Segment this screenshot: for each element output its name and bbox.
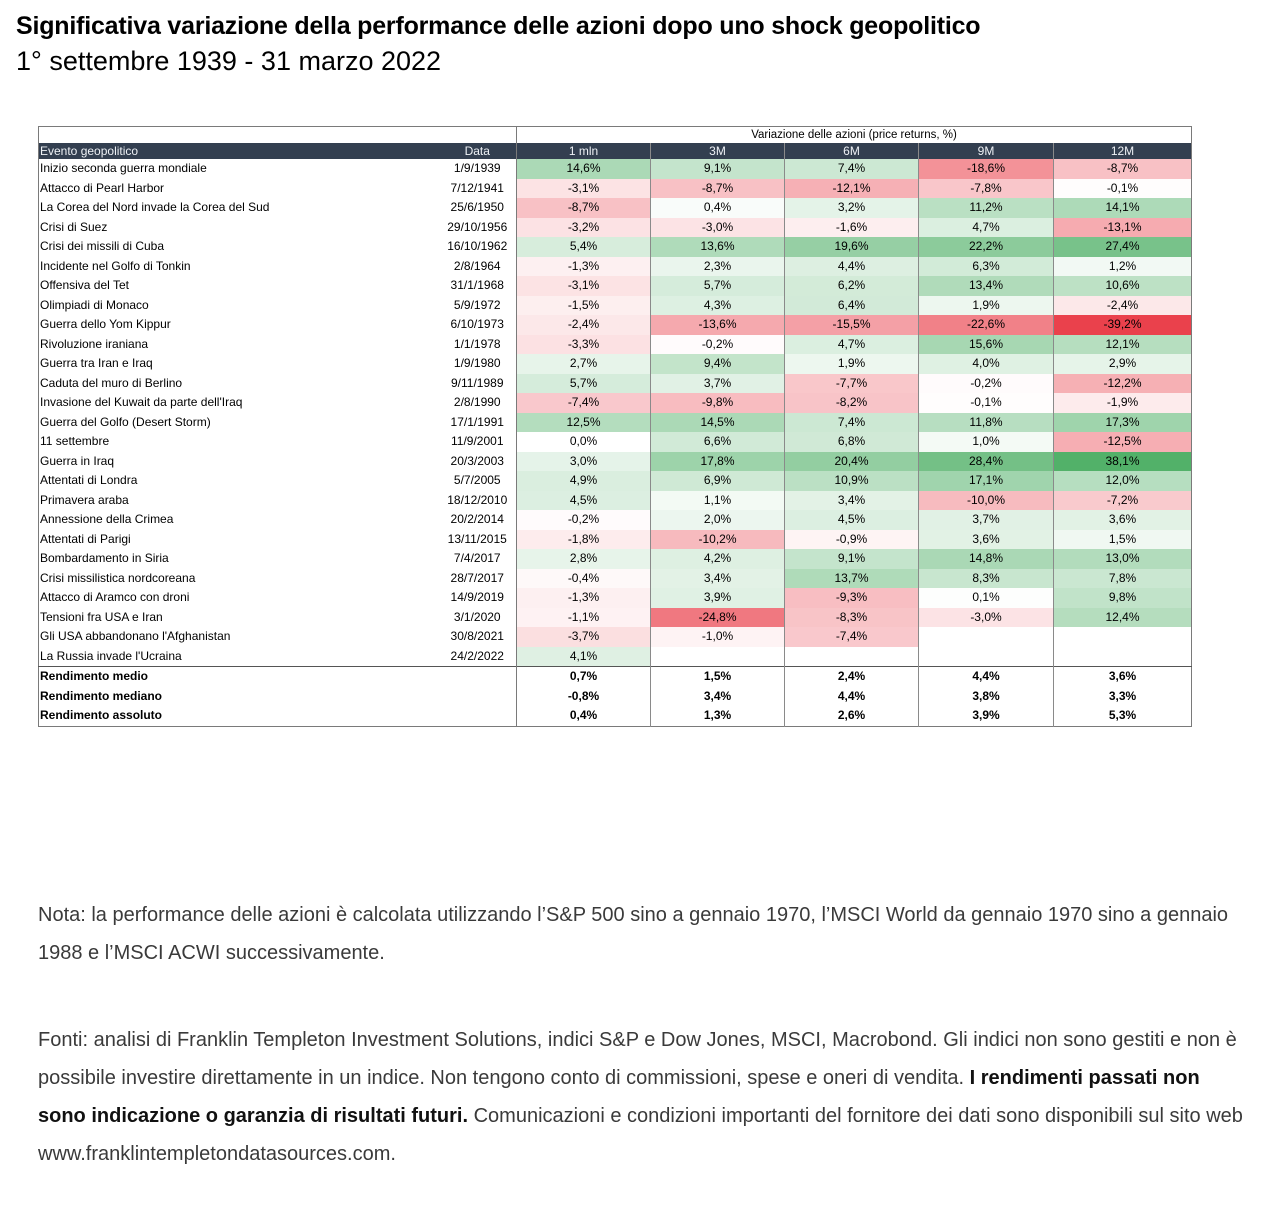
summary-cell: 1,5%	[651, 667, 785, 687]
return-cell: -0,1%	[919, 393, 1054, 413]
event-name: Attacco di Pearl Harbor	[40, 180, 165, 195]
event-name: Primavera araba	[40, 492, 129, 507]
sources-disclaimer: I rendimenti passati non sono indicazione o garanzia di risultati futuri.	[38, 1067, 1200, 1127]
return-cell: -1,9%	[1054, 393, 1192, 413]
return-cell: 22,2%	[919, 237, 1054, 257]
return-cell: 2,8%	[517, 549, 651, 569]
return-cell: -12,5%	[1054, 432, 1192, 452]
return-cell: -1,1%	[517, 608, 651, 628]
return-cell: 4,7%	[785, 335, 919, 355]
column-header: Data	[417, 143, 517, 159]
return-cell: 4,5%	[517, 491, 651, 511]
return-cell: -1,3%	[517, 257, 651, 277]
return-cell: 6,2%	[785, 276, 919, 296]
return-cell: 17,1%	[919, 471, 1054, 491]
table-row	[39, 491, 1192, 511]
return-cell: -13,1%	[1054, 218, 1192, 238]
return-cell: 4,1%	[517, 647, 651, 667]
return-cell: 3,6%	[919, 530, 1054, 550]
return-cell: -3,0%	[919, 608, 1054, 628]
return-cell: 1,9%	[785, 354, 919, 374]
column-header: 6M	[785, 143, 919, 159]
return-cell: 17,8%	[651, 452, 785, 472]
return-cell: 4,9%	[517, 471, 651, 491]
return-cell: 2,9%	[1054, 354, 1192, 374]
return-cell: -3,7%	[517, 627, 651, 647]
return-cell	[785, 647, 919, 667]
summary-cell: 1,3%	[651, 706, 785, 726]
return-cell: -8,3%	[785, 608, 919, 628]
event-name: Olimpiadi di Monaco	[40, 297, 149, 312]
event-date: 7/12/1941	[450, 180, 504, 195]
summary-empty	[417, 706, 517, 726]
sources-text-main: Fonti: analisi di Franklin Templeton Investment Solutions, indici S&P e Dow Jones, MSCI, Macrobond. Gli indici non sono gestiti e non è possibile investire direttamente in un indice. Non tengono conto di commissioni, spese e oneri di vendita.	[38, 1029, 1237, 1089]
return-cell: -3,3%	[517, 335, 651, 355]
note-text: Nota: la performance delle azioni è calcolata utilizzando l’S&P 500 sino a gennaio 1970, l’MSCI World da gennaio 1970 sino a gennaio 1988 e l’MSCI ACWI successivamente.	[38, 904, 1229, 964]
return-cell	[1054, 627, 1192, 647]
return-cell: 6,6%	[651, 432, 785, 452]
return-cell: 3,7%	[651, 374, 785, 394]
sources-text	[38, 1021, 1248, 1173]
return-cell: -8,7%	[651, 179, 785, 199]
return-cell: 3,4%	[785, 491, 919, 511]
event-name: Inizio seconda guerra mondiale	[40, 161, 207, 175]
return-cell: -13,6%	[651, 315, 785, 335]
summary-cell: 3,4%	[651, 687, 785, 707]
event-name: Annessione della Crimea	[40, 512, 174, 526]
return-cell: 20,4%	[785, 452, 919, 472]
table-row	[39, 315, 1192, 335]
return-cell: -18,6%	[919, 159, 1054, 179]
event-date: 1/1/1978	[453, 336, 501, 351]
return-cell: -3,1%	[517, 276, 651, 296]
return-cell: -1,3%	[517, 588, 651, 608]
return-cell: -0,1%	[1054, 179, 1192, 199]
event-name: 11 settembre	[40, 434, 110, 448]
event-date: 1/9/1980	[453, 356, 501, 370]
return-cell: -8,7%	[517, 198, 651, 218]
return-cell: 6,8%	[785, 432, 919, 452]
table-row	[39, 432, 1192, 452]
summary-cell: -0,8%	[517, 687, 651, 707]
return-cell: 10,9%	[785, 471, 919, 491]
summary-cell: 3,6%	[1054, 667, 1192, 687]
return-cell: 7,4%	[785, 413, 919, 433]
return-cell: 13,6%	[651, 237, 785, 257]
table-row	[39, 647, 1192, 667]
return-cell: 28,4%	[919, 452, 1054, 472]
sources-text-end: Comunicazioni e condizioni importanti del fornitore dei dati sono disponibili sul sito web www.franklintempletondatasources.com.	[38, 1105, 1243, 1165]
table-row	[39, 296, 1192, 316]
return-cell: 5,7%	[651, 276, 785, 296]
table-row	[39, 510, 1192, 530]
event-date: 6/10/1973	[450, 317, 504, 331]
return-cell: 3,6%	[1054, 510, 1192, 530]
event-name: Incidente nel Golfo di Tonkin	[40, 258, 191, 273]
event-date: 3/1/2020	[453, 609, 501, 624]
return-cell: 0,0%	[517, 432, 651, 452]
return-cell	[1054, 647, 1192, 667]
return-cell: -2,4%	[1054, 296, 1192, 316]
return-cell: 6,9%	[651, 471, 785, 491]
return-cell: 3,2%	[785, 198, 919, 218]
return-cell: 6,4%	[785, 296, 919, 316]
return-cell: 11,8%	[919, 413, 1054, 433]
return-cell: 13,7%	[785, 569, 919, 589]
return-cell: 11,2%	[919, 198, 1054, 218]
table-row	[39, 413, 1192, 433]
summary-label: Rendimento medio	[39, 667, 417, 687]
event-name: La Russia invade l'Ucraina	[40, 648, 182, 663]
column-header: 1 mln	[517, 143, 651, 159]
return-cell: 9,8%	[1054, 588, 1192, 608]
return-cell: 2,3%	[651, 257, 785, 277]
event-name: Crisi dei missili di Cuba	[40, 239, 165, 253]
return-cell: 1,9%	[919, 296, 1054, 316]
return-cell: -0,9%	[785, 530, 919, 550]
column-header: 3M	[651, 143, 785, 159]
return-cell	[919, 627, 1054, 647]
return-cell: -1,0%	[651, 627, 785, 647]
event-date: 28/7/2017	[450, 570, 504, 585]
return-cell: -7,4%	[517, 393, 651, 413]
return-cell: 6,3%	[919, 257, 1054, 277]
table-row	[39, 179, 1192, 199]
return-cell: 14,1%	[1054, 198, 1192, 218]
return-cell: 4,3%	[651, 296, 785, 316]
return-cell	[919, 647, 1054, 667]
event-date: 20/2/2014	[450, 512, 504, 526]
event-date: 20/3/2003	[450, 453, 504, 468]
table-row	[39, 588, 1192, 608]
event-name: Attentati di Londra	[40, 473, 138, 487]
event-date: 9/11/1989	[451, 375, 504, 390]
table-row	[39, 549, 1192, 569]
return-cell: 19,6%	[785, 237, 919, 257]
return-cell: -7,7%	[785, 374, 919, 394]
summary-cell: 2,6%	[785, 706, 919, 726]
return-cell: -3,2%	[517, 218, 651, 238]
return-cell: 0,1%	[919, 588, 1054, 608]
column-header: 12M	[1054, 143, 1192, 159]
return-cell: -8,2%	[785, 393, 919, 413]
summary-cell: 3,3%	[1054, 687, 1192, 707]
return-cell: 4,0%	[919, 354, 1054, 374]
table-row	[39, 530, 1192, 550]
return-cell: 9,1%	[785, 549, 919, 569]
return-cell: 3,9%	[651, 588, 785, 608]
return-cell: -24,8%	[651, 608, 785, 628]
summary-cell: 5,3%	[1054, 706, 1192, 726]
return-cell: 1,1%	[651, 491, 785, 511]
return-cell: -1,8%	[517, 530, 651, 550]
return-cell: -9,8%	[651, 393, 785, 413]
summary-empty	[417, 687, 517, 707]
return-cell: 3,0%	[517, 452, 651, 472]
event-date: 16/10/1962	[447, 239, 508, 253]
event-date: 25/6/1950	[450, 200, 504, 214]
return-cell: -0,2%	[517, 510, 651, 530]
event-name: Crisi missilistica nordcoreana	[40, 570, 196, 585]
supra-header: Variazione delle azioni (price returns, %)	[517, 127, 1192, 144]
return-cell: 27,4%	[1054, 237, 1192, 257]
return-cell: 1,2%	[1054, 257, 1192, 277]
summary-row	[39, 706, 1192, 726]
event-name: Crisi di Suez	[40, 219, 108, 234]
event-name: Tensioni fra USA e Iran	[40, 609, 163, 624]
return-cell: 10,6%	[1054, 276, 1192, 296]
return-cell: 12,1%	[1054, 335, 1192, 355]
event-date: 7/4/2017	[453, 551, 501, 565]
return-cell: -12,1%	[785, 179, 919, 199]
summary-cell: 2,4%	[785, 667, 919, 687]
event-date: 2/8/1964	[453, 258, 501, 273]
return-cell: -39,2%	[1054, 315, 1192, 335]
return-cell: -22,6%	[919, 315, 1054, 335]
event-name: Attentati di Parigi	[40, 531, 131, 546]
table-row	[39, 354, 1192, 374]
event-name: Invasione del Kuwait da parte dell'Iraq	[40, 395, 243, 409]
return-cell: 7,4%	[785, 159, 919, 179]
table-row	[39, 335, 1192, 355]
event-name: Rivoluzione iraniana	[40, 336, 149, 351]
return-cell: -2,4%	[517, 315, 651, 335]
return-cell: 14,8%	[919, 549, 1054, 569]
table-row	[39, 257, 1192, 277]
summary-cell: 3,9%	[919, 706, 1054, 726]
event-name: Bombardamento in Siria	[40, 551, 169, 565]
table-row	[39, 608, 1192, 628]
return-cell: 9,4%	[651, 354, 785, 374]
event-date: 14/9/2019	[450, 590, 504, 604]
supra-header-row	[39, 127, 1192, 144]
return-cell: 13,0%	[1054, 549, 1192, 569]
summary-empty	[417, 667, 517, 687]
return-cell: 15,6%	[919, 335, 1054, 355]
return-cell: 1,0%	[919, 432, 1054, 452]
summary-cell: 0,4%	[517, 706, 651, 726]
event-date: 18/12/2010	[447, 492, 508, 507]
table-row	[39, 393, 1192, 413]
return-cell	[651, 647, 785, 667]
column-header: Evento geopolitico	[39, 143, 417, 159]
event-date: 29/10/1956	[447, 219, 508, 234]
return-cell: 14,6%	[517, 159, 651, 179]
return-cell: 17,3%	[1054, 413, 1192, 433]
return-cell: 2,7%	[517, 354, 651, 374]
event-name: Offensiva del Tet	[40, 278, 129, 292]
table-row	[39, 198, 1192, 218]
return-cell: -7,8%	[919, 179, 1054, 199]
table-row	[39, 276, 1192, 296]
chart-subtitle: 1° settembre 1939 - 31 marzo 2022	[16, 46, 442, 76]
column-header: 9M	[919, 143, 1054, 159]
event-name: Caduta del muro di Berlino	[40, 375, 183, 390]
event-date: 24/2/2022	[450, 648, 504, 663]
table-row	[39, 452, 1192, 472]
event-date: 13/11/2015	[447, 531, 507, 546]
return-cell: -3,0%	[651, 218, 785, 238]
header-row	[39, 143, 1192, 159]
return-cell: -10,2%	[651, 530, 785, 550]
return-cell: -9,3%	[785, 588, 919, 608]
event-date: 11/9/2001	[451, 434, 504, 448]
return-cell: 5,7%	[517, 374, 651, 394]
event-date: 5/7/2005	[453, 473, 501, 487]
table-row	[39, 471, 1192, 491]
event-date: 5/9/1972	[453, 297, 501, 312]
return-cell: 12,0%	[1054, 471, 1192, 491]
summary-cell: 4,4%	[785, 687, 919, 707]
event-date: 17/1/1991	[450, 414, 504, 429]
return-cell: 4,5%	[785, 510, 919, 530]
return-cell: -0,2%	[919, 374, 1054, 394]
return-cell: -0,4%	[517, 569, 651, 589]
return-cell: 7,8%	[1054, 569, 1192, 589]
event-date: 2/8/1990	[453, 395, 501, 409]
return-cell: 5,4%	[517, 237, 651, 257]
return-cell: -15,5%	[785, 315, 919, 335]
table-row	[39, 569, 1192, 589]
return-cell: -0,2%	[651, 335, 785, 355]
return-cell: 13,4%	[919, 276, 1054, 296]
return-cell: -7,2%	[1054, 491, 1192, 511]
summary-label: Rendimento mediano	[40, 688, 163, 703]
event-date: 31/1/1968	[450, 278, 504, 292]
return-cell: 2,0%	[651, 510, 785, 530]
table-row	[39, 374, 1192, 394]
return-cell: -1,6%	[785, 218, 919, 238]
event-date: 1/9/1939	[453, 161, 501, 175]
summary-label: Rendimento assoluto	[40, 708, 163, 722]
event-name: Guerra in Iraq	[40, 453, 115, 468]
event-name: Guerra del Golfo (Desert Storm)	[40, 414, 211, 429]
event-name: Attacco di Aramco con droni	[40, 590, 190, 604]
return-cell: 9,1%	[651, 159, 785, 179]
return-cell: -3,1%	[517, 179, 651, 199]
return-cell: 8,3%	[919, 569, 1054, 589]
return-cell: -1,5%	[517, 296, 651, 316]
event-name: Guerra dello Yom Kippur	[40, 317, 171, 331]
return-cell: 14,5%	[651, 413, 785, 433]
table-row	[39, 159, 1192, 179]
return-cell: 38,1%	[1054, 452, 1192, 472]
return-cell: 1,5%	[1054, 530, 1192, 550]
return-cell: -12,2%	[1054, 374, 1192, 394]
summary-cell: 3,8%	[919, 687, 1054, 707]
chart-title: Significativa variazione della performance delle azioni dopo uno shock geopolitico	[16, 12, 981, 40]
summary-row	[39, 667, 1192, 687]
event-date: 30/8/2021	[450, 629, 504, 643]
return-cell: -10,0%	[919, 491, 1054, 511]
table-row	[39, 218, 1192, 238]
return-cell: 0,4%	[651, 198, 785, 218]
return-cell: 3,7%	[919, 510, 1054, 530]
return-cell: 4,7%	[919, 218, 1054, 238]
return-cell: 12,4%	[1054, 608, 1192, 628]
event-name: La Corea del Nord invade la Corea del Sud	[40, 200, 270, 214]
returns-table	[38, 126, 1192, 727]
summary-cell: 0,7%	[517, 667, 651, 687]
event-name: Gli USA abbandonano l'Afghanistan	[40, 629, 231, 643]
return-cell: 12,5%	[517, 413, 651, 433]
summary-cell: 4,4%	[919, 667, 1054, 687]
table-row	[39, 627, 1192, 647]
summary-row	[39, 687, 1192, 707]
return-cell: 3,4%	[651, 569, 785, 589]
return-cell: 4,4%	[785, 257, 919, 277]
table-row	[39, 237, 1192, 257]
return-cell: 4,2%	[651, 549, 785, 569]
supra-header-empty	[39, 127, 517, 144]
return-cell: -8,7%	[1054, 159, 1192, 179]
return-cell: -7,4%	[785, 627, 919, 647]
event-name: Guerra tra Iran e Iraq	[40, 356, 153, 370]
